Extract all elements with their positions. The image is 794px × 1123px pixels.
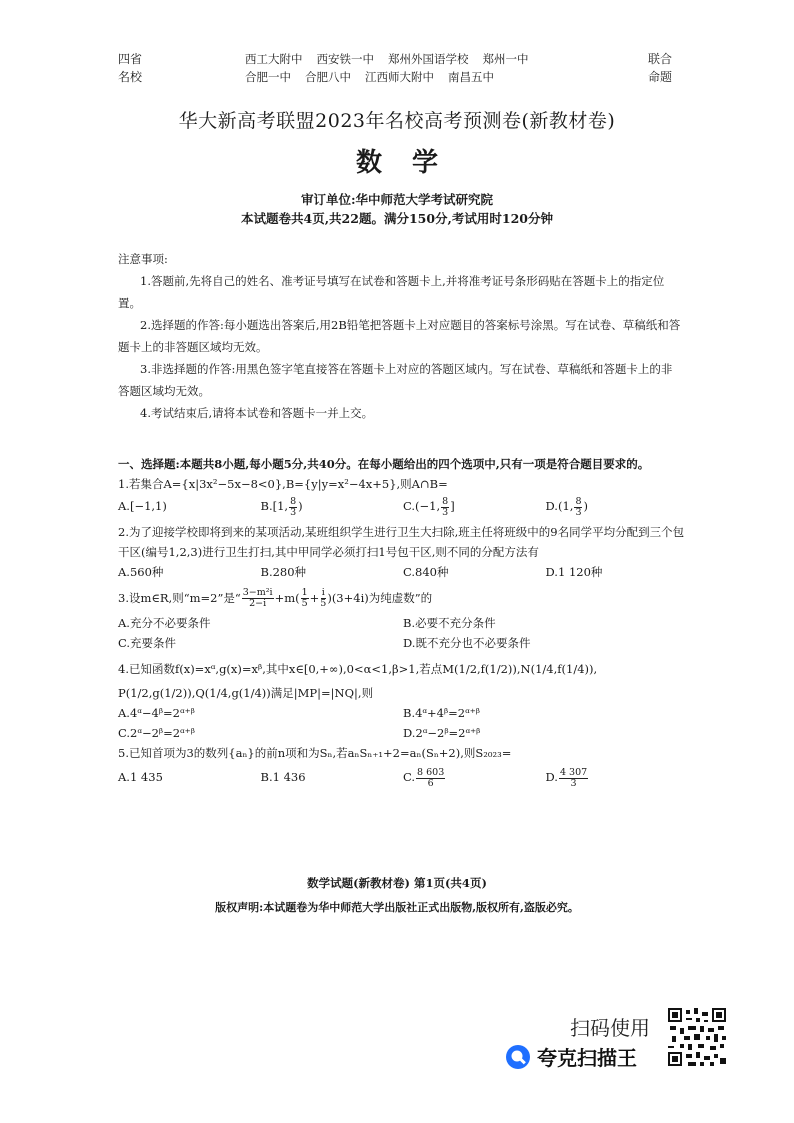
school-name: 西安铁一中 xyxy=(316,52,374,66)
question-4-line-1: 4.已知函数f(x)=xᵅ,g(x)=xᵝ,其中x∈[0,+∞),0<α<1,β>1,若点M(1/2,f(1/2)),N(1/4,f(1/4)), xyxy=(118,662,598,676)
fraction xyxy=(416,768,445,789)
option-b-text: B.[1, xyxy=(260,499,289,513)
page-footer: 数学试题(新教材卷) 第1页(共4页) xyxy=(307,876,487,890)
header-right-label xyxy=(648,50,688,86)
notice-item: 1.答题前,先将自己的姓名、准考证号填写在试卷和答题卡上,并将准考证号条形码贴在答题卡上的指定位置。 xyxy=(118,274,665,310)
option-c-text: C.(−1, xyxy=(403,499,441,513)
notice-item: 4.考试结束后,请将本试卷和答题卡一并上交。 xyxy=(140,406,374,420)
question-3-plus: + xyxy=(309,590,320,605)
fraction-numerator: 8 xyxy=(575,495,582,507)
question-5-stem: 5.已知首项为3的数列{aₙ}的前n项和为Sₙ,若aₙSₙ₊₁+2=aₙ(Sₙ+2),则S₂₀₂₃= xyxy=(118,746,512,760)
question-3-text-post: )(3+4i)为纯虚数”的 xyxy=(327,590,433,605)
reviewer-line: 审订单位:华中师范大学考试研究院 xyxy=(300,192,494,207)
questions-block xyxy=(118,454,688,789)
option-b-close: ) xyxy=(298,499,303,513)
fraction-numerator: i xyxy=(321,587,325,598)
school-name: 合肥八中 xyxy=(305,70,351,84)
header-left-line-1: 四省 xyxy=(118,52,143,66)
question-4-line-2: P(1/2,g(1/2)),Q(1/4,g(1/4))满足|MP|=|NQ|,则 xyxy=(118,686,374,700)
option-b: B.280种 xyxy=(260,564,307,579)
option-b: B.1 436 xyxy=(260,770,306,784)
copyright-notice: 版权声明:本试题卷为华中师范大学出版社正式出版物,版权所有,盗版必究。 xyxy=(215,901,579,914)
fraction xyxy=(574,497,582,518)
option-c-close: ] xyxy=(450,499,455,513)
fraction-denominator: 3 xyxy=(575,506,582,518)
option-a: A.560种 xyxy=(118,564,164,579)
fraction-denominator: 5 xyxy=(301,598,308,609)
header-right-line-2: 命题 xyxy=(648,70,673,84)
school-name: 合肥一中 xyxy=(245,70,291,84)
option-d-text: D.(1, xyxy=(545,499,574,513)
exam-title: 华大新高考联盟2023年名校高考预测卷(新教材卷) xyxy=(178,110,616,132)
fraction-numerator: 8 xyxy=(442,495,449,507)
option-d-label: D. xyxy=(545,770,558,784)
option-b: B.必要不充分条件 xyxy=(403,616,496,630)
question-3-options xyxy=(118,613,688,653)
question-3-stem xyxy=(118,588,688,610)
fraction-denominator: 3 xyxy=(290,506,297,518)
option-a xyxy=(118,496,261,518)
brand-name: 夸克扫描王 xyxy=(537,1046,637,1070)
option-d: D.2ᵅ−2ᵝ=2ᵅ⁺ᵝ xyxy=(403,726,481,740)
school-name: 江西师大附中 xyxy=(365,70,434,84)
school-name: 西工大附中 xyxy=(245,52,303,66)
option-a: A.4ᵅ−4ᵝ=2ᵅ⁺ᵝ xyxy=(118,706,195,720)
option-c: C.2ᵅ−2ᵝ=2ᵅ⁺ᵝ xyxy=(118,726,195,740)
fraction xyxy=(559,768,588,789)
question-1-stem: 1.若集合A={x|3x²−5x−8<0},B={y|y=x²−4x+5},则A∩B= xyxy=(118,477,448,491)
fraction xyxy=(301,588,309,609)
option-b xyxy=(261,496,404,518)
option-d xyxy=(546,767,689,789)
notice-item: 2.选择题的作答:每小题选出答案后,用2B铅笔把答题卡上对应题目的答案标号涂黑。写在试卷、草稿纸和答题卡上的非答题区域均无效。 xyxy=(118,318,681,354)
fraction-denominator: 2−i xyxy=(249,598,267,609)
quark-logo-icon xyxy=(505,1044,531,1070)
notice-block xyxy=(118,248,683,424)
question-5-options xyxy=(118,767,688,789)
notice-heading: 注意事项: xyxy=(118,252,168,266)
school-list xyxy=(245,50,575,86)
fraction-denominator: 3 xyxy=(442,506,449,518)
option-a: A.充分不必要条件 xyxy=(118,616,211,630)
header-right-line-1: 联合 xyxy=(648,52,673,66)
school-name: 南昌五中 xyxy=(448,70,494,84)
option-a: A.1 435 xyxy=(118,770,163,784)
question-2-options xyxy=(118,562,688,582)
fraction-denominator: 3 xyxy=(570,777,577,789)
school-row-2 xyxy=(245,68,575,86)
fraction xyxy=(441,497,449,518)
header-left-line-2: 名校 xyxy=(118,70,143,84)
option-c xyxy=(403,496,546,518)
option-b: B.4ᵅ+4ᵝ=2ᵅ⁺ᵝ xyxy=(403,706,480,720)
header-left-label xyxy=(118,50,158,86)
option-d xyxy=(546,496,689,518)
notice-item: 3.非选择题的作答:用黑色签字笔直接答在答题卡上对应的答题区域内。写在试卷、草稿纸和答题卡上的非答题区域均无效。 xyxy=(118,362,673,398)
fraction xyxy=(242,588,274,609)
fraction-numerator: 4 307 xyxy=(559,766,588,778)
option-c: C.充要条件 xyxy=(118,636,177,650)
exam-info-line: 本试题卷共4页,共22题。满分150分,考试用时120分钟 xyxy=(241,211,553,226)
option-c: C.840种 xyxy=(403,564,449,579)
fraction xyxy=(320,588,326,609)
fraction-numerator: 3−m²i xyxy=(242,587,273,598)
section-heading: 一、选择题:本题共8小题,每小题5分,共40分。在每小题给出的四个选项中,只有一项是符合题目要求的。 xyxy=(118,457,650,471)
question-3-text-mid: +m( xyxy=(274,590,300,605)
option-a-text: A.[−1,1) xyxy=(118,499,167,513)
scanner-brand xyxy=(505,1042,637,1071)
scan-label: 扫码使用 xyxy=(570,1016,650,1040)
question-3-text-pre: 3.设m∈R,则“m=2”是“ xyxy=(118,590,241,605)
fraction xyxy=(289,497,297,518)
fraction-numerator: 8 603 xyxy=(417,766,445,778)
fraction-numerator: 1 xyxy=(301,587,308,598)
option-c xyxy=(403,767,546,789)
fraction-numerator: 8 xyxy=(290,495,297,507)
school-name: 郑州一中 xyxy=(482,52,529,66)
question-1-options xyxy=(118,496,688,518)
option-d: D.既不充分也不必要条件 xyxy=(403,636,531,650)
question-2-stem: 2.为了迎接学校即将到来的某项活动,某班组织学生进行卫生大扫除,班主任将班级中的9名同学平均分配到三个包干区(编号1,2,3)进行卫生打扫,其中甲同学必须打扫1号包干区,则不同的分配方法有 xyxy=(118,524,685,559)
qr-code-icon[interactable] xyxy=(668,1008,726,1066)
fraction-denominator: 6 xyxy=(427,777,434,789)
option-d: D.1 120种 xyxy=(545,564,603,579)
subject-title: 数学 xyxy=(355,148,468,178)
option-c-label: C. xyxy=(403,770,416,784)
school-name: 郑州外国语学校 xyxy=(388,52,469,66)
fraction-denominator: 5 xyxy=(320,598,327,609)
option-d-close: ) xyxy=(583,499,588,513)
question-4-options xyxy=(118,703,688,743)
school-row-1 xyxy=(245,50,575,68)
